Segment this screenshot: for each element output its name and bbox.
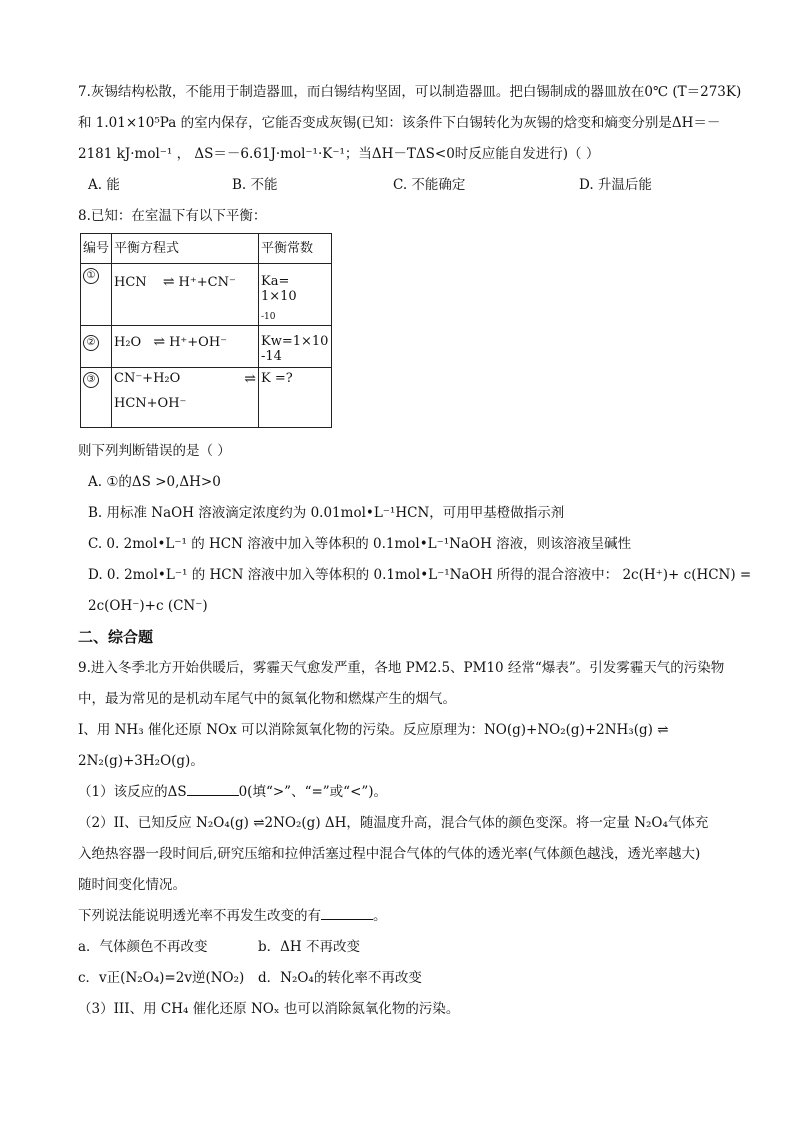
- constant-value: K =?: [261, 371, 293, 386]
- q7-option-b: B. 不能: [232, 177, 278, 193]
- header-number: 编号: [81, 234, 112, 264]
- q9-option-b: b．ΔH 不再改变: [258, 939, 360, 955]
- q8-intro: 8.已知：在室温下有以下平衡：: [78, 208, 267, 224]
- q9-part2-line-3: 随时间变化情况。: [78, 877, 186, 893]
- row-number: ①: [83, 268, 99, 284]
- row-number: ③: [83, 372, 99, 388]
- constant-value: Ka= 1×10: [261, 274, 297, 304]
- q8-option-b: B. 用标准 NaOH 溶液滴定浓度约为 0.01mol•L⁻¹HCN，可用甲基橙做指示剂: [88, 505, 565, 521]
- q9-part2-line-2: 入绝热容器一段时间后,研究压缩和拉伸活塞过程中混合气体的气体的透光率(气体颜色越浅，透光率越大): [78, 846, 701, 862]
- equilibrium-arrow-icon: ⇌: [162, 274, 175, 290]
- answer-blank[interactable]: [187, 783, 239, 796]
- q9-line-1: 9.进入冬季北方开始供暖后，雾霾天气愈发严重，各地 PM2.5、PM10 经常“爆表”。引发雾霾天气的污染物: [78, 660, 725, 676]
- q9-part1: [78, 782, 387, 802]
- equation-right: HCN+OH⁻: [114, 396, 187, 411]
- constant-value: Kw=1×10 -14: [261, 334, 329, 364]
- equation-left: HCN: [114, 275, 147, 290]
- equilibrium-table: [80, 233, 332, 428]
- table-row: [81, 326, 332, 368]
- equation-left: H₂O: [114, 335, 142, 350]
- part2-question-end: 。: [373, 908, 387, 924]
- q8-question: 则下列判断错误的是（ ）: [78, 443, 231, 459]
- q7-line-2: 和 1.01×10⁵Pa 的室内保存，它能否变成灰锡(已知：该条件下白锡转化为灰锡的焓变和熵变分别是ΔH＝－: [78, 115, 721, 131]
- equilibrium-arrow-icon: ⇌: [244, 371, 256, 387]
- table-header-row: [81, 234, 332, 264]
- q7-line-3: 2181 kJ·mol⁻¹ ， ΔS＝－6.61J·mol⁻¹·K⁻¹；当ΔH－TΔS<0时反应能自发进行)（ ）: [78, 146, 600, 162]
- header-equation: 平衡方程式: [112, 234, 259, 264]
- q8-option-d: D. 0. 2mol•L⁻¹ 的 HCN 溶液中加入等体积的 0.1mol•L⁻¹NaOH 所得的混合溶液中： 2c(H⁺)+ c(HCN) =: [88, 567, 752, 583]
- row-number: ②: [83, 335, 99, 351]
- q8-option-a: A. ①的ΔS >0,ΔH>0: [88, 474, 221, 490]
- q9-option-d: d．N₂O₄的转化率不再改变: [258, 970, 422, 986]
- q9-line-3: I、用 NH₃ 催化还原 NOx 可以消除氮氧化物的污染。反应原理为：NO(g)+NO₂(g)+2NH₃(g) ⇌: [78, 722, 669, 738]
- q7-option-c: C. 不能确定: [393, 177, 466, 193]
- q8-option-d-cont: 2c(OH⁻)+c (CN⁻): [88, 598, 208, 614]
- q9-part2-line-1: （2）II、已知反应 N₂O₄(g) ⇌2NO₂(g) ΔH，随温度升高，混合气体的颜色变深。将一定量 N₂O₄气体充: [78, 815, 709, 831]
- q8-option-c: C. 0. 2mol•L⁻¹ 的 HCN 溶液中加入等体积的 0.1mol•L⁻¹NaOH 溶液，则该溶液呈碱性: [88, 536, 632, 552]
- header-constant: 平衡常数: [259, 234, 332, 264]
- q7-line-1: 7.灰锡结构松散，不能用于制造器皿，而白锡结构坚固，可以制造器皿。把白锡制成的器皿放在0℃ (T＝273K): [78, 84, 742, 100]
- q9-line-4: 2N₂(g)+3H₂O(g)。: [78, 753, 204, 769]
- equilibrium-arrow-icon: ⇌: [153, 334, 166, 350]
- part1-text: （1）该反应的ΔS: [78, 784, 187, 800]
- q9-option-c: c．v正(N₂O₄)=2v逆(NO₂): [78, 970, 245, 986]
- equation-right: H⁺+OH⁻: [169, 335, 228, 350]
- q9-line-2: 中，最为常见的是机动车尾气中的氮氧化物和燃煤产生的烟气。: [78, 691, 456, 707]
- q9-option-a: a．气体颜色不再改变: [78, 939, 208, 955]
- q7-option-a: A. 能: [88, 177, 120, 193]
- q9-part3: （3）III、用 CH₄ 催化还原 NOₓ 也可以消除氮氧化物的污染。: [78, 1001, 460, 1017]
- equation-left: CN⁻+H₂O: [114, 371, 181, 386]
- section-heading: 二、综合题: [78, 628, 154, 646]
- table-row: [81, 368, 332, 428]
- answer-blank[interactable]: [321, 907, 373, 920]
- part2-question-text: 下列说法能说明透光率不再发生改变的有: [78, 908, 321, 924]
- q7-option-d: D. 升温后能: [579, 177, 652, 193]
- q9-part2-question: [78, 906, 387, 926]
- constant-exponent: -10: [261, 312, 276, 322]
- part1-text-end: 0(填“>”、“=”或“<”)。: [238, 784, 388, 800]
- table-row: [81, 264, 332, 326]
- equation-right: H⁺+CN⁻: [178, 275, 236, 290]
